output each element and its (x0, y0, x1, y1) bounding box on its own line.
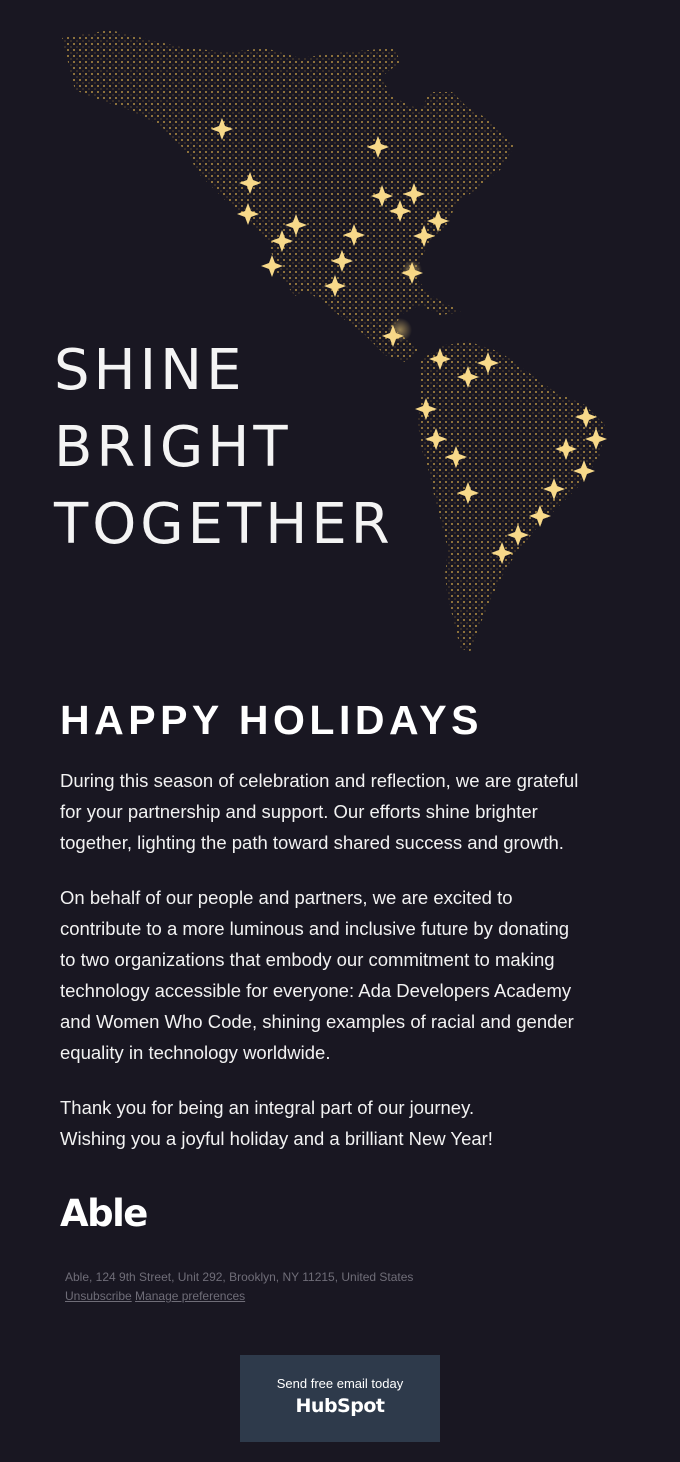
footer-address: Able, 124 9th Street, Unit 292, Brooklyn, NY 11215, United States (65, 1270, 414, 1284)
hero-line-together: TOGETHER (54, 492, 394, 557)
hubspot-promo-button[interactable] (240, 1355, 440, 1442)
hubspot-logo: HubSpot (295, 1395, 385, 1417)
paragraph-gratitude: During this season of celebration and reflection, we are grateful for your partnership and support. Our efforts shine brighter together, lighting the path toward shared success and growth. (60, 770, 579, 853)
closing-line-1: Thank you for being an integral part of our journey. (60, 1097, 475, 1118)
hero-line-shine: SHINE (54, 338, 246, 403)
hubspot-cta-text: Send free email today (276, 1376, 404, 1391)
email-footer (65, 1268, 413, 1306)
paragraph-closing (60, 1092, 580, 1154)
email-body (60, 695, 580, 1149)
hero-line-bright: BRIGHT (54, 415, 292, 480)
closing-line-2: Wishing you a joyful holiday and a brilliant New Year! (60, 1128, 493, 1149)
hero-headline (54, 332, 394, 563)
paragraph-donation: On behalf of our people and partners, we are excited to contribute to a more luminous and inclusive future by donating to two organizations that embody our commitment to making technology accessible for everyone: Ada Developers Academy and Women Who Code, shining examples of racial and gender equality in technology worldwide. (60, 887, 574, 1063)
able-logo: Able (60, 1192, 147, 1235)
manage-preferences-link[interactable]: Manage preferences (135, 1289, 246, 1303)
footer-links (65, 1287, 413, 1306)
unsubscribe-link[interactable]: Unsubscribe (65, 1289, 132, 1303)
hero-banner (0, 0, 680, 670)
north-america-shape (62, 30, 515, 362)
page-title: HAPPY HOLIDAYS (60, 697, 483, 743)
south-america-shape (418, 342, 605, 652)
